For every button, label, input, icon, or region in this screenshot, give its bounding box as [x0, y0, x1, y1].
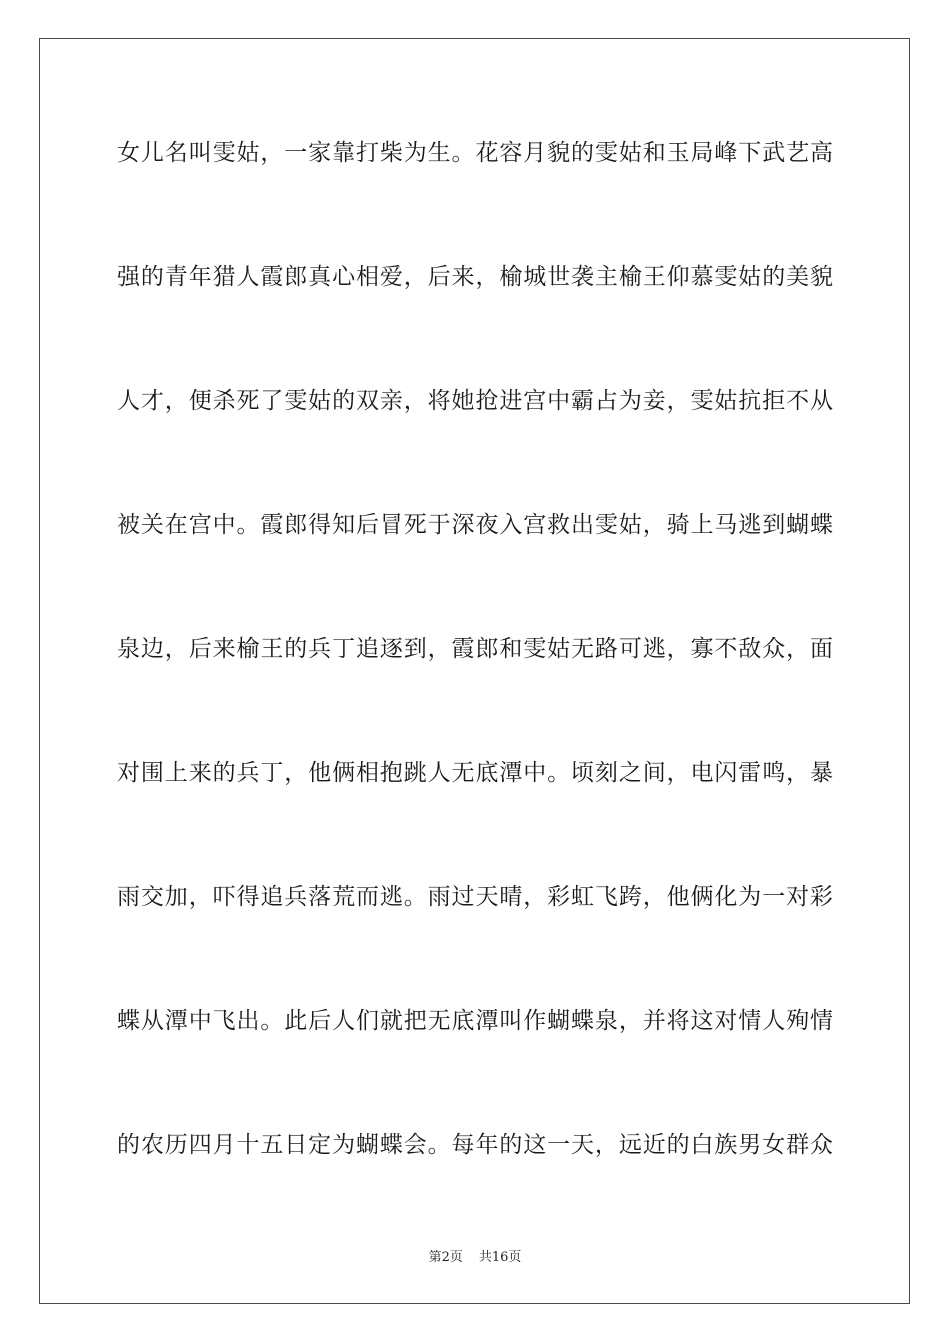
- page-number-current: 第2页: [428, 1250, 463, 1265]
- page-number-total: 共16页: [478, 1250, 522, 1265]
- page-footer: [0, 1246, 950, 1265]
- text-line-8: 蝶从潭中飞出。此后人们就把无底潭叫作蝴蝶泉，并将这对情人殉情: [117, 1008, 833, 1034]
- text-line-9: 的农历四月十五日定为蝴蝶会。每年的这一天，远近的白族男女群众: [117, 1132, 833, 1158]
- text-line-6: 对围上来的兵丁，他俩相抱跳人无底潭中。顷刻之间，电闪雷鸣，暴: [117, 760, 833, 786]
- text-line-5: 泉边，后来榆王的兵丁追逐到，霞郎和雯姑无路可逃，寡不敌众，面: [117, 636, 833, 662]
- text-line-7: 雨交加，吓得追兵落荒而逃。雨过天晴，彩虹飞跨，他俩化为一对彩: [117, 884, 833, 910]
- text-line-3: 人才，便杀死了雯姑的双亲，将她抢进宫中霸占为妾，雯姑抗拒不从: [117, 388, 833, 414]
- text-line-1: 女儿名叫雯姑，一家靠打柴为生。花容月貌的雯姑和玉局峰下武艺高: [117, 140, 833, 166]
- document-body: [117, 122, 833, 1176]
- text-line-2: 强的青年猎人霞郎真心相爱，后来，榆城世袭主榆王仰慕雯姑的美貌: [117, 264, 833, 290]
- text-line-4: 被关在宫中。霞郎得知后冒死于深夜入宫救出雯姑，骑上马逃到蝴蝶: [117, 512, 833, 538]
